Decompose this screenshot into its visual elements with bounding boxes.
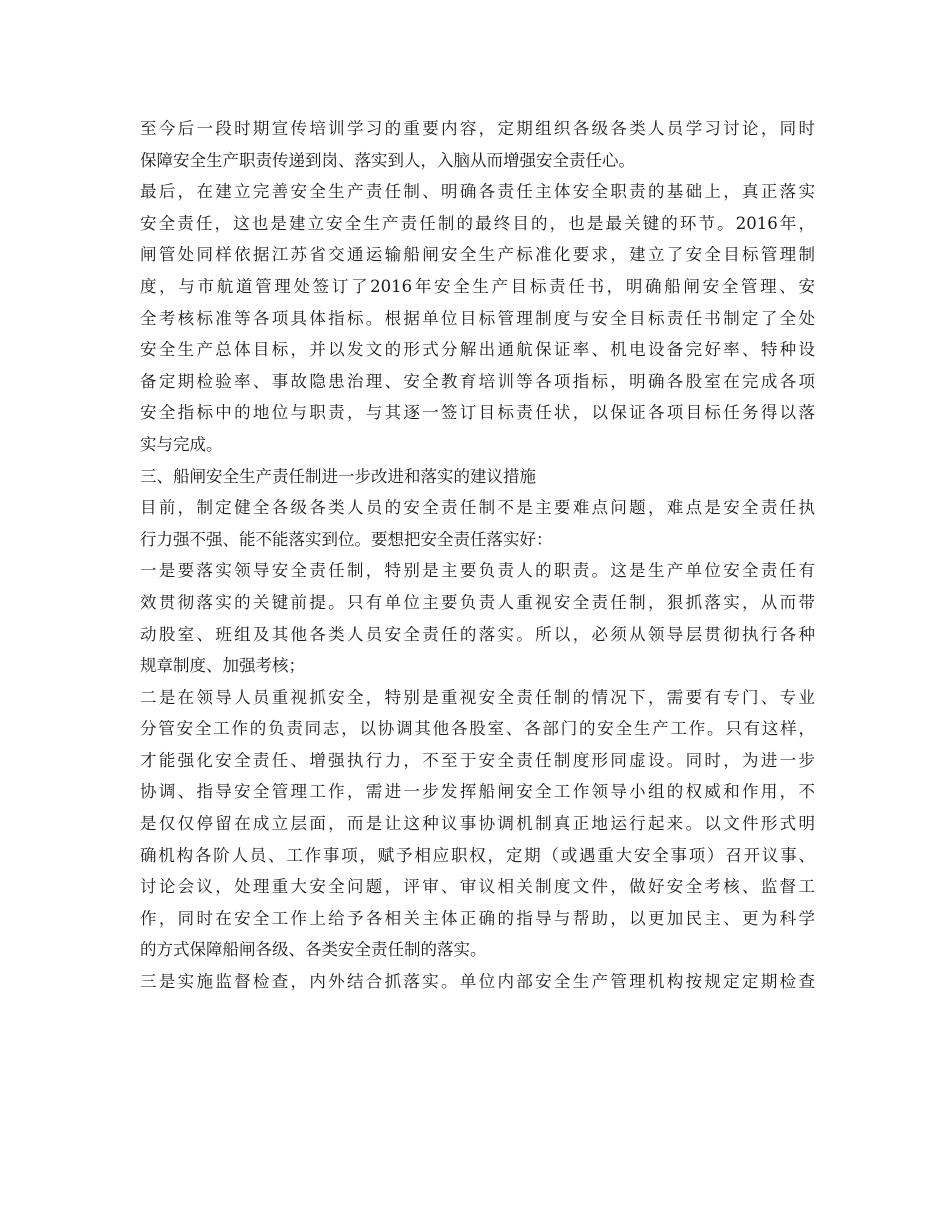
text-line: 作，同时在安全工作上给予各相关主体正确的指导与帮助，以更加民主、更为科学 [140,908,815,928]
text-line: 是仅仅停留在成立层面，而是让这种议事协调机制真正地运行起来。以文件形式明 [140,814,815,834]
text-line: 确机构各阶人员、工作事项，赋予相应职权，定期（或遇重大安全事项）召开议事、 [140,845,815,865]
text-line: 目前，制定健全各级各类人员的安全责任制不是主要难点问题，难点是安全责任执 [140,498,815,518]
text-line: 二是在领导人员重视抓安全，特别是重视安全责任制的情况下，需要有专门、专业 [140,687,815,707]
text-line: 行力强不强、能不能落实到位。要想把安全责任落实好： [140,529,553,549]
text-line: 的方式保障船闸各级、各类安全责任制的落实。 [140,940,487,960]
text-line: 规章制度、加强考核； [140,656,305,676]
document-body [140,113,815,998]
section-heading: 三、船闸安全生产责任制进一步改进和落实的建议措施 [140,466,536,486]
text-line: 讨论会议，处理重大安全问题，评审、审议相关制度文件，做好安全考核、监督工 [140,877,815,897]
text-line: 三是实施监督检查，内外结合抓落实。单位内部安全生产管理机构按规定定期检查 [140,972,815,992]
text-line: 备定期检验率、事故隐患治理、安全教育培训等各项指标，明确各股室在完成各项 [140,371,815,391]
text-line: 度，与市航道管理处签订了2016年安全生产目标责任书，明确船闸安全管理、安 [140,276,815,296]
text-line: 分管安全工作的负责同志，以协调其他各股室、各部门的安全生产工作。只有这样， [140,719,815,739]
text-line: 最后，在建立完善安全生产责任制、明确各责任主体安全职责的基础上，真正落实 [140,182,815,202]
text-line: 全考核标准等各项具体指标。根据单位目标管理制度与安全目标责任书制定了全处 [140,308,815,328]
text-line: 一是要落实领导安全责任制，特别是主要负责人的职责。这是生产单位安全责任有 [140,561,815,581]
text-line: 才能强化安全责任、增强执行力，不至于安全责任制度形同虚设。同时，为进一步 [140,750,815,770]
text-line: 安全指标中的地位与职责，与其逐一签订目标责任状，以保证各项目标任务得以落 [140,403,815,423]
text-line: 安全生产总体目标，并以发文的形式分解出通航保证率、机电设备完好率、特种设 [140,340,815,360]
text-line: 动股室、班组及其他各类人员安全责任的落实。所以，必须从领导层贯彻执行各种 [140,624,815,644]
text-line: 闸管处同样依据江苏省交通运输船闸安全生产标准化要求，建立了安全目标管理制 [140,245,815,265]
text-line: 安全责任，这也是建立安全生产责任制的最终目的，也是最关键的环节。2016年， [140,213,815,233]
text-line: 保障安全生产职责传递到岗、落实到人，入脑从而增强安全责任心。 [140,150,635,170]
text-line: 效贯彻落实的关键前提。只有单位主要负责人重视安全责任制，狠抓落实，从而带 [140,592,815,612]
text-line: 实与完成。 [140,434,223,454]
text-line: 至今后一段时期宣传培训学习的重要内容，定期组织各级各类人员学习讨论，同时 [140,119,815,138]
text-line: 协调、指导安全管理工作，需进一步发挥船闸安全工作领导小组的权威和作用，不 [140,782,815,802]
